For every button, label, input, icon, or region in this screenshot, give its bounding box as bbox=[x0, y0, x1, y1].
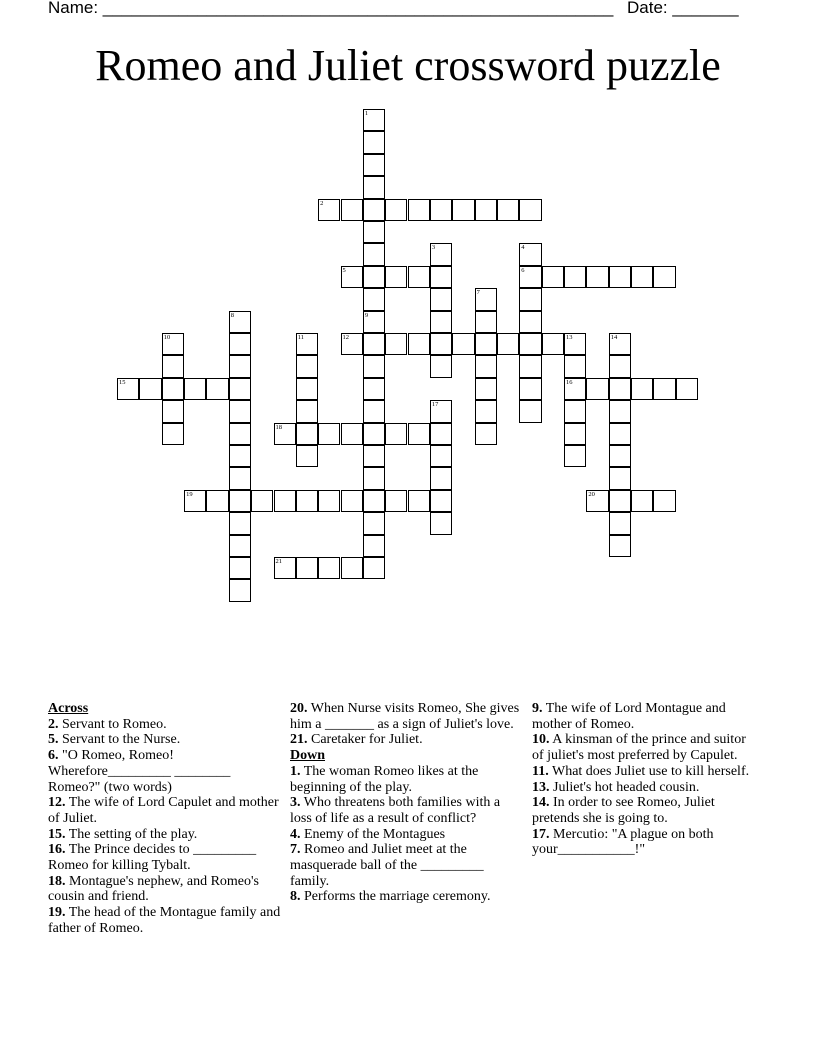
grid-cell[interactable] bbox=[274, 557, 296, 579]
grid-cell[interactable] bbox=[564, 378, 586, 400]
grid-cell[interactable] bbox=[519, 288, 541, 310]
grid-cell[interactable] bbox=[385, 490, 407, 512]
grid-cell[interactable] bbox=[609, 378, 631, 400]
grid-cell[interactable] bbox=[519, 378, 541, 400]
grid-cell[interactable] bbox=[229, 378, 251, 400]
cell-number: 15 bbox=[119, 378, 126, 386]
grid-cell[interactable] bbox=[229, 512, 251, 534]
grid-cell[interactable] bbox=[363, 176, 385, 198]
grid-cell[interactable] bbox=[341, 333, 363, 355]
grid-cell[interactable] bbox=[452, 199, 474, 221]
grid-cell[interactable] bbox=[586, 378, 608, 400]
grid-cell[interactable] bbox=[341, 266, 363, 288]
clue-down-9: 9. The wife of Lord Montague and mother of Romeo. bbox=[532, 701, 726, 732]
grid-cell[interactable] bbox=[363, 199, 385, 221]
grid-cell[interactable] bbox=[229, 355, 251, 377]
clue-across-20: 20. When Nurse visits Romeo, She gives him a _______ as a sign of Juliet's love. bbox=[290, 701, 520, 732]
grid-cell[interactable] bbox=[408, 490, 430, 512]
grid-cell[interactable] bbox=[296, 557, 318, 579]
clue-across-15: 15. The setting of the play. bbox=[48, 826, 198, 842]
grid-cell[interactable] bbox=[184, 490, 206, 512]
cell-number: 4 bbox=[521, 244, 525, 252]
grid-cell[interactable] bbox=[408, 423, 430, 445]
grid-cell[interactable] bbox=[519, 311, 541, 333]
cell-number: 16 bbox=[566, 378, 573, 386]
clue-across-6: 6. "O Romeo, Romeo! Wherefore_________ ________ Romeo?" (two words) bbox=[48, 748, 231, 795]
clue-down-8: 8. Performs the marriage ceremony. bbox=[290, 889, 491, 905]
cell-number: 8 bbox=[230, 311, 235, 319]
grid-cell[interactable] bbox=[430, 333, 452, 355]
grid-cell[interactable] bbox=[676, 378, 698, 400]
grid-cell[interactable] bbox=[519, 199, 541, 221]
grid-cell[interactable] bbox=[117, 378, 139, 400]
page-title: Romeo and Juliet crossword puzzle bbox=[95, 41, 721, 90]
grid-cell[interactable] bbox=[653, 266, 675, 288]
grid-cell[interactable] bbox=[475, 333, 497, 355]
cell-number: 14 bbox=[610, 334, 618, 341]
grid-cell[interactable] bbox=[519, 355, 541, 377]
grid-cell[interactable] bbox=[206, 378, 228, 400]
grid-cell[interactable] bbox=[430, 243, 452, 265]
grid-cell[interactable] bbox=[229, 311, 251, 333]
grid-cell[interactable] bbox=[497, 333, 519, 355]
grid-cell[interactable] bbox=[430, 512, 452, 534]
clue-down-4: 4. Enemy of the Montagues bbox=[290, 826, 446, 842]
grid-cell[interactable] bbox=[363, 490, 385, 512]
clue-down-13: 13. Juliet's hot headed cousin. bbox=[532, 779, 700, 795]
grid-cell[interactable] bbox=[229, 535, 251, 557]
cell-number: 17 bbox=[431, 401, 439, 409]
clue-across-18: 18. Montague's nephew, and Romeo's cousin and friend. bbox=[48, 873, 259, 905]
clue-down-1: 1. The woman Romeo likes at the beginning of the play. bbox=[290, 763, 479, 795]
grid-cell[interactable] bbox=[586, 266, 608, 288]
grid-cell[interactable] bbox=[475, 423, 497, 445]
grid-cell[interactable] bbox=[229, 579, 251, 601]
cell-number: 9 bbox=[364, 311, 369, 319]
grid-cell[interactable] bbox=[631, 490, 653, 512]
grid-cell[interactable] bbox=[475, 355, 497, 377]
grid-cell[interactable] bbox=[162, 400, 184, 422]
grid-cell[interactable] bbox=[363, 266, 385, 288]
cell-number: 10 bbox=[163, 334, 171, 341]
grid-cell[interactable] bbox=[363, 109, 385, 131]
clue-across-19: 19. The head of the Montague family and father of Romeo. bbox=[48, 905, 281, 936]
grid-cell[interactable] bbox=[519, 400, 541, 422]
grid-cell[interactable] bbox=[609, 400, 631, 422]
grid-cell[interactable] bbox=[430, 355, 452, 377]
grid-cell[interactable] bbox=[296, 423, 318, 445]
grid-cell[interactable] bbox=[430, 266, 452, 288]
grid-cell[interactable] bbox=[408, 333, 430, 355]
grid-cell[interactable] bbox=[363, 467, 385, 489]
grid-cell[interactable] bbox=[430, 288, 452, 310]
cell-number: 20 bbox=[588, 490, 595, 498]
grid-cell[interactable] bbox=[519, 243, 541, 265]
grid-cell[interactable] bbox=[430, 311, 452, 333]
grid-cell[interactable] bbox=[586, 490, 608, 512]
name-field-label[interactable]: Name: ______________________________________________________ bbox=[48, 0, 614, 17]
grid-cell[interactable] bbox=[206, 490, 228, 512]
grid-cell[interactable] bbox=[363, 311, 385, 333]
grid-cell[interactable] bbox=[363, 355, 385, 377]
grid-cell[interactable] bbox=[475, 311, 497, 333]
grid-cell[interactable] bbox=[341, 423, 363, 445]
grid-cell[interactable] bbox=[430, 423, 452, 445]
grid-cell[interactable] bbox=[229, 333, 251, 355]
cell-number: 7 bbox=[476, 289, 480, 297]
grid-cell[interactable] bbox=[363, 512, 385, 534]
grid-cell[interactable] bbox=[385, 199, 407, 221]
grid-cell[interactable] bbox=[408, 266, 430, 288]
grid-cell[interactable] bbox=[609, 355, 631, 377]
grid-cell[interactable] bbox=[296, 333, 318, 355]
grid-cell[interactable] bbox=[542, 333, 564, 355]
grid-cell[interactable] bbox=[162, 423, 184, 445]
grid-cell[interactable] bbox=[609, 535, 631, 557]
grid-cell[interactable] bbox=[631, 266, 653, 288]
grid-cell[interactable] bbox=[519, 333, 541, 355]
grid-cell[interactable] bbox=[564, 333, 586, 355]
clue-down-11: 11. What does Juliet use to kill herself. bbox=[532, 763, 750, 779]
clue-down-14: 14. In order to see Romeo, Juliet pretends she is going to. bbox=[532, 795, 715, 826]
grid-cell[interactable] bbox=[229, 423, 251, 445]
grid-cell[interactable] bbox=[229, 490, 251, 512]
grid-cell[interactable] bbox=[341, 490, 363, 512]
grid-cell[interactable] bbox=[296, 490, 318, 512]
across-heading: Across bbox=[48, 701, 89, 716]
date-field-label[interactable]: Date: _______ bbox=[627, 0, 739, 17]
clue-across-16: 16. The Prince decides to _________ Romeo for killing Tybalt. bbox=[48, 842, 257, 874]
clues-column-2 bbox=[290, 701, 520, 905]
grid-cell[interactable] bbox=[564, 400, 586, 422]
grid-cell[interactable] bbox=[408, 199, 430, 221]
cell-number: 12 bbox=[342, 334, 349, 341]
grid-cell[interactable] bbox=[609, 490, 631, 512]
clue-down-3: 3. Who threatens both families with a loss of life as a result of conflict? bbox=[290, 795, 501, 826]
cell-number: 13 bbox=[566, 334, 573, 341]
grid-cell[interactable] bbox=[497, 199, 519, 221]
header bbox=[48, 0, 748, 22]
grid-cell[interactable] bbox=[430, 400, 452, 422]
grid-cell[interactable] bbox=[363, 131, 385, 153]
grid-cell[interactable] bbox=[430, 467, 452, 489]
grid-cell[interactable] bbox=[363, 423, 385, 445]
grid-cell[interactable] bbox=[229, 445, 251, 467]
grid-cell[interactable] bbox=[363, 378, 385, 400]
clue-down-10: 10. A kinsman of the prince and suitor of juliet's most preferred by Capulet. bbox=[532, 732, 746, 764]
cell-number: 21 bbox=[275, 558, 282, 565]
grid-cell[interactable] bbox=[184, 378, 206, 400]
grid-cell[interactable] bbox=[564, 266, 586, 288]
grid-cell[interactable] bbox=[162, 355, 184, 377]
grid-cell[interactable] bbox=[363, 557, 385, 579]
cell-number: 2 bbox=[320, 199, 324, 207]
grid-cell[interactable] bbox=[318, 423, 340, 445]
grid-cell[interactable] bbox=[363, 288, 385, 310]
grid-cell[interactable] bbox=[162, 378, 184, 400]
clue-down-17: 17. Mercutio: "A plague on both your___________!" bbox=[532, 826, 714, 858]
cell-number: 11 bbox=[297, 334, 305, 341]
grid-cell[interactable] bbox=[609, 266, 631, 288]
grid-cell[interactable] bbox=[229, 467, 251, 489]
grid-cell[interactable] bbox=[564, 355, 586, 377]
grid-cell[interactable] bbox=[274, 490, 296, 512]
grid-cell[interactable] bbox=[609, 423, 631, 445]
grid-cell[interactable] bbox=[475, 288, 497, 310]
cell-number: 18 bbox=[275, 423, 282, 431]
grid-cell[interactable] bbox=[609, 467, 631, 489]
clue-across-21: 21. Caretaker for Juliet. bbox=[290, 732, 423, 748]
grid-cell[interactable] bbox=[341, 199, 363, 221]
grid-cell[interactable] bbox=[609, 333, 631, 355]
grid-cell[interactable] bbox=[452, 333, 474, 355]
grid-cell[interactable] bbox=[139, 378, 161, 400]
grid-cell[interactable] bbox=[385, 333, 407, 355]
grid-cell[interactable] bbox=[229, 557, 251, 579]
grid-cell[interactable] bbox=[609, 445, 631, 467]
clues-column-1 bbox=[48, 701, 283, 937]
grid-cell[interactable] bbox=[296, 378, 318, 400]
grid-cell[interactable] bbox=[296, 445, 318, 467]
grid-cell[interactable] bbox=[564, 423, 586, 445]
grid-cell[interactable] bbox=[318, 557, 340, 579]
grid-cell[interactable] bbox=[475, 199, 497, 221]
grid-cell[interactable] bbox=[229, 400, 251, 422]
grid-cell[interactable] bbox=[430, 490, 452, 512]
grid-cell[interactable] bbox=[363, 400, 385, 422]
down-heading: Down bbox=[290, 748, 326, 764]
grid-cell[interactable] bbox=[363, 445, 385, 467]
grid-cell[interactable] bbox=[475, 378, 497, 400]
cell-number: 6 bbox=[521, 266, 525, 274]
grid-cell[interactable] bbox=[653, 490, 675, 512]
clue-across-2: 2. Servant to Romeo. bbox=[48, 716, 167, 732]
grid-cell[interactable] bbox=[363, 333, 385, 355]
clue-across-12: 12. The wife of Lord Capulet and mother of Juliet. bbox=[48, 795, 279, 826]
grid-cell[interactable] bbox=[363, 535, 385, 557]
grid-cell[interactable] bbox=[430, 199, 452, 221]
grid-cell[interactable] bbox=[296, 400, 318, 422]
grid-cell[interactable] bbox=[363, 221, 385, 243]
grid-cell[interactable] bbox=[296, 355, 318, 377]
grid-cell[interactable] bbox=[385, 423, 407, 445]
grid-cell[interactable] bbox=[609, 512, 631, 534]
grid-cell[interactable] bbox=[564, 445, 586, 467]
grid-cell[interactable] bbox=[318, 199, 340, 221]
cell-number: 3 bbox=[431, 244, 436, 252]
grid-cell[interactable] bbox=[430, 445, 452, 467]
grid-cell[interactable] bbox=[251, 490, 273, 512]
grid-cell[interactable] bbox=[162, 333, 184, 355]
grid-cell[interactable] bbox=[363, 154, 385, 176]
grid-cell[interactable] bbox=[542, 266, 564, 288]
grid-cell[interactable] bbox=[653, 378, 675, 400]
grid-cell[interactable] bbox=[631, 378, 653, 400]
clues-column-3 bbox=[532, 701, 757, 858]
grid-cell[interactable] bbox=[519, 266, 541, 288]
grid-cell[interactable] bbox=[363, 243, 385, 265]
cell-number: 19 bbox=[186, 490, 193, 498]
clue-across-5: 5. Servant to the Nurse. bbox=[48, 732, 181, 748]
grid-cell[interactable] bbox=[318, 490, 340, 512]
grid-cell[interactable] bbox=[274, 423, 296, 445]
grid-cell[interactable] bbox=[385, 266, 407, 288]
clue-down-7: 7. Romeo and Juliet meet at the masquerade ball of the _________ family. bbox=[290, 842, 484, 889]
cell-number: 1 bbox=[364, 110, 369, 117]
grid-cell[interactable] bbox=[341, 557, 363, 579]
cell-number: 5 bbox=[342, 266, 346, 274]
grid-cell[interactable] bbox=[475, 400, 497, 422]
